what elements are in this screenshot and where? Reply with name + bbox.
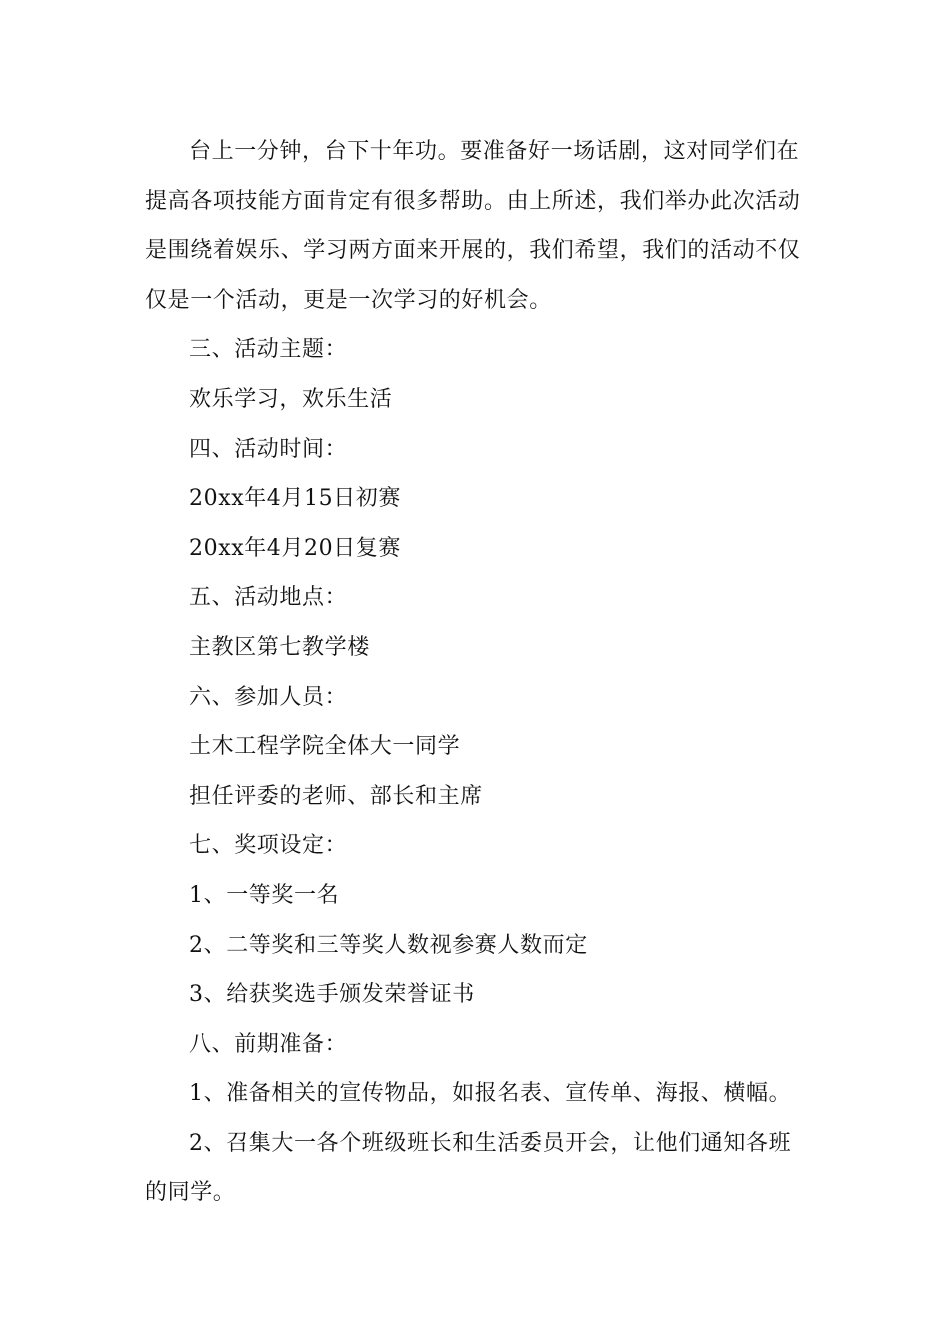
paragraph-theme: 欢乐学习，欢乐生活 xyxy=(189,386,393,412)
paragraph-preliminary-date: 20xx年4月15日初赛 xyxy=(189,486,402,512)
heading-preparation: 八、前期准备： xyxy=(189,1031,348,1057)
paragraph-award-first: 1、一等奖一名 xyxy=(189,882,340,908)
paragraph-final-date: 20xx年4月20日复赛 xyxy=(189,535,402,561)
heading-activity-time: 四、活动时间： xyxy=(189,436,348,462)
document-body xyxy=(145,127,810,1218)
heading-participants: 六、参加人员： xyxy=(189,684,348,710)
paragraph-intro: 台上一分钟，台下十年功。要准备好一场话剧，这对同学们在提高各项技能方面肯定有很多帮助。由上所述，我们举办此次活动是围绕着娱乐、学习两方面来开展的，我们希望，我们的活动不仅仅是一个活动，更是一次学习的好机会。 xyxy=(145,139,801,313)
heading-awards: 七、奖项设定： xyxy=(189,833,348,859)
paragraph-preparation-meeting: 2、召集大一各个班级班长和生活委员开会，让他们通知各班的同学。 xyxy=(145,1130,792,1206)
paragraph-preparation-materials: 1、准备相关的宣传物品，如报名表、宣传单、海报、横幅。 xyxy=(189,1081,792,1107)
paragraph-participants-judges: 担任评委的老师、部长和主席 xyxy=(189,783,483,809)
paragraph-location: 主教区第七教学楼 xyxy=(189,634,370,660)
paragraph-award-second-third: 2、二等奖和三等奖人数视参赛人数而定 xyxy=(189,932,588,958)
paragraph-participants-students: 土木工程学院全体大一同学 xyxy=(189,734,461,760)
heading-activity-location: 五、活动地点： xyxy=(189,585,348,611)
paragraph-award-certificate: 3、给获奖选手颁发荣誉证书 xyxy=(189,982,475,1008)
heading-activity-theme: 三、活动主题： xyxy=(189,337,348,363)
